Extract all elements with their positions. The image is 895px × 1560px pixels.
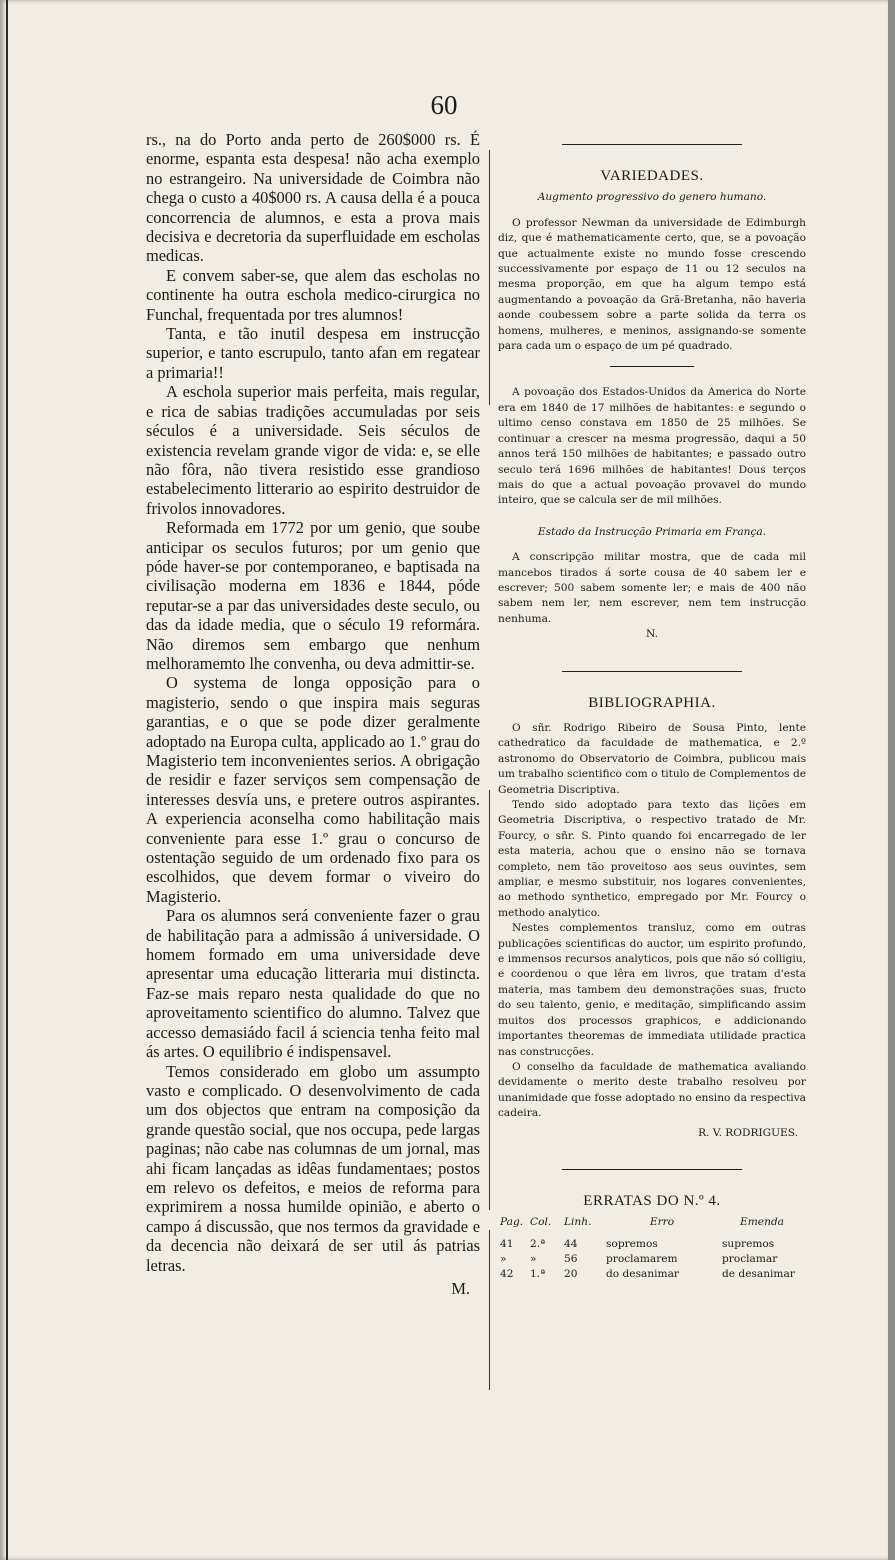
errata-header: Emenda <box>740 1216 784 1229</box>
paragraph: O systema de longa opposição para o magisterio, sendo o que inspira mais seguras garantias, e o que se pode dizer geralmente adoptado na Europa culta, applicado ao 1.º grau do Magisterio tem inconvenientes serios. A obrigação de residir e fazer serviços sem compensação de interesses desvía uns, e pretere outros aspirantes. A experiencia aconselha como habilitação mais conveniente para esse 1.º grau o concurso de ostentação seguido de um ordenado fixo para os escolhidos, que devem formar o viveiro do Magisterio. <box>146 673 480 906</box>
variedades-subtitle: Augmento progressivo do genero humano. <box>537 191 767 204</box>
page-number: 60 <box>430 90 458 120</box>
errata-header: Erro <box>649 1216 675 1229</box>
item-rule <box>610 366 694 367</box>
paragraph: Tendo sido adoptado para texto das lições em Geometria Discriptiva, o respectivo tratado de Mr. Fourcy, o sñr. S. Pinto quando foi encarregado de ler esta materia, achou que o ensino não se tornava completo, nem tão proveitoso aos seus ouvintes, sem ampliar, e mesmo substituir, nos logares convenientes, ao methodo synthetico, empregado por Mr. Fourcy o methodo analytico. <box>498 799 806 919</box>
errata-cell: 44 <box>564 1237 578 1250</box>
paragraph: Para os alumnos será conveniente fazer o grau de habilitação para a admissão á universidade. O homem formado em uma universidade deve apresentar uma educação litteraria mui distincta. Faz-se mais reparo nesta qualidade do que no aproveitamento scientifico do alumno. Talvez que accesso demasiádo facil á sciencia tenha feito mal ás artes. O equilibrio é indispensavel. <box>146 906 480 1062</box>
paragraph: O conselho da faculdade de mathematica avaliando devidamente o merito deste trabalho resolveu por unanimidade que fosse adoptado no ensino da respectiva cadeira. <box>498 1060 806 1120</box>
errata-table <box>498 1215 804 1281</box>
paragraph: A povoação dos Estados-Unidos da America do Norte era em 1840 de 17 milhões de habitantes: e segundo o ultimo censo constava em 1850 de 25 milhões. Se continuar a crescer na mesma progressão, daqui a 50 annos terá 150 milhões de habitantes; e passado outro seculo terá 1696 milhões de habitantes! Dous terços mais do que a actual povoação provavel do mundo inteiro, que se calcula ser de mil milhões. <box>498 386 806 507</box>
paragraph: Temos considerado em globo um assumpto vasto e complicado. O desenvolvimento de cada um dos objectos que entram na composição da grande questão social, que nos occupa, pede largas paginas; não cabe nas columnas de um jornal, mas ahi ficam lançadas as idêas fundamentaes; postos em relevo os defeitos, e meios de reforma para exprimirem a nossa humilde opinião, e aberto o campo á discussão, que nos termos da gravidade e da decencia não deixará de ser util ás patrias letras. <box>146 1061 480 1275</box>
errata-header: Col. <box>530 1216 552 1229</box>
column-divider <box>489 150 490 405</box>
bibliographia-signature: R. V. RODRIGUES. <box>698 1126 798 1139</box>
errata-cell: 42 <box>500 1267 514 1280</box>
table-row <box>498 1252 804 1267</box>
table-row <box>498 1267 804 1282</box>
errata-cell: supremos <box>722 1237 775 1250</box>
binding-edge <box>6 0 8 1560</box>
errata-cell: » <box>500 1252 507 1265</box>
article-signature: M. <box>451 1278 470 1298</box>
paragraph: Nestes complementos transluz, como em outras publicações scientificas do auctor, um espirito profundo, e immensos recursos analyticos, pois que não só colligiu, e coordenou o que lêra em livros, que tratam d'esta materia, mas tambem deu demonstrações suas, fructo do seu talento, genio, e meditação, simplificando assim muitos dos processos graphicos, e addicionando importantes theoremas de immediata utilidade practica nas construcções. <box>498 922 806 1058</box>
errata-cell: 56 <box>564 1252 578 1265</box>
errata-cell: do desanimar <box>606 1267 679 1280</box>
errata-cell: sopremos <box>606 1237 658 1250</box>
section-rule <box>562 1169 742 1170</box>
errata-cell: 41 <box>500 1237 514 1250</box>
variedades-signature: N. <box>646 628 658 641</box>
bibliographia-title: BIBLIOGRAPHIA. <box>588 694 716 711</box>
paragraph: rs., na do Porto anda perto de 260$000 rs. É enorme, espanta esta despesa! não acha exemplo no estrangeiro. Na universidade de Coimbra não chega o custo a 40$000 rs. A causa della é a pouca concorrencia de alumnos, e esta a prova mais decisiva e decretoria da superfluidade em escholas medicas. <box>146 130 480 266</box>
section-rule <box>562 671 742 672</box>
erratas-title: ERRATAS DO N.º 4. <box>583 1192 721 1209</box>
errata-header: Pag. <box>500 1216 524 1229</box>
errata-header: Linh. <box>564 1216 592 1229</box>
paragraph: E convem saber-se, que alem das escholas no continente ha outra eschola medico-cirurgica no Funchal, frequentada por tres alumnos! <box>146 265 480 324</box>
paragraph: O sñr. Rodrigo Ribeiro de Sousa Pinto, lente cathedratico da faculdade de mathematica, e 2.º astronomo do Observatorio de Coimbra, publicou mais um trabalho scientifico com o titulo de Complementos de Geometria Discriptiva. <box>498 721 806 796</box>
errata-cell: 20 <box>564 1267 578 1280</box>
paragraph: O professor Newman da universidade de Edimburgh diz, que é mathematicamente certo, que, se a povoação que actualmente existe no mundo fosse crescendo successivamente por espaço de 11 ou 12 seculos na mesma proporção, em que ha algum tempo está augmentando a povoação da Grã-Bretanha, não haveria aonde coubessem sobre a parte solida da terra os homens, mulheres, e meninos, assignando-se somente para cada um o espaço de um pé quadrado. <box>498 216 806 353</box>
table-row <box>498 1237 804 1252</box>
errata-cell: 1.ª <box>530 1267 546 1280</box>
errata-header-row <box>498 1215 804 1236</box>
paragraph: Tanta, e tão inutil despesa em instrucção superior, e tanto escrupulo, tanto afan em regatear a primaria!! <box>146 324 480 382</box>
errata-cell: proclamarem <box>606 1252 678 1265</box>
variedades-title: VARIEDADES. <box>600 168 704 184</box>
errata-cell: proclamar <box>722 1252 778 1265</box>
paragraph: Reformada em 1772 por um genio, que soube anticipar os seculos futuros; por um genio que póde haver-se por contemporaneo, e baptisada na civilisação moderna em 1836 e 1844, póde reputar-se a par das universidades deste seculo, ou das da idade media, que o século 19 reformára. Não diremos sem embargo que nenhum melhoramemto lhe convenha, ou deva admittir-se. <box>146 518 480 673</box>
paragraph: A conscripção militar mostra, que de cada mil mancebos tirados á sorte cousa de 40 sabem ler e escrever; 500 sabem somente ler; e mais de 400 não sabem nem ler, nem escrever, nem tem instrucção nenhuma. <box>498 551 806 625</box>
right-column <box>498 140 806 1282</box>
column-divider <box>489 1230 490 1390</box>
section-rule <box>562 144 742 145</box>
errata-cell: » <box>530 1252 537 1265</box>
paragraph: A eschola superior mais perfeita, mais regular, e rica de sabias tradições accumuladas por seis séculos é a universidade. Seis séculos de existencia revelam grande vigor de vida: e, se elle não fôra, não tivera resistido esse grandioso estabelecimento litterario ao espirito destruidor de frivolos innovadores. <box>146 382 480 518</box>
instrucao-subtitle: Estado da Instrucção Primaria em França. <box>537 525 767 538</box>
left-column-article <box>146 130 480 1298</box>
errata-cell: de desanimar <box>722 1267 795 1280</box>
column-divider <box>489 790 490 1210</box>
errata-cell: 2.ª <box>530 1237 546 1250</box>
